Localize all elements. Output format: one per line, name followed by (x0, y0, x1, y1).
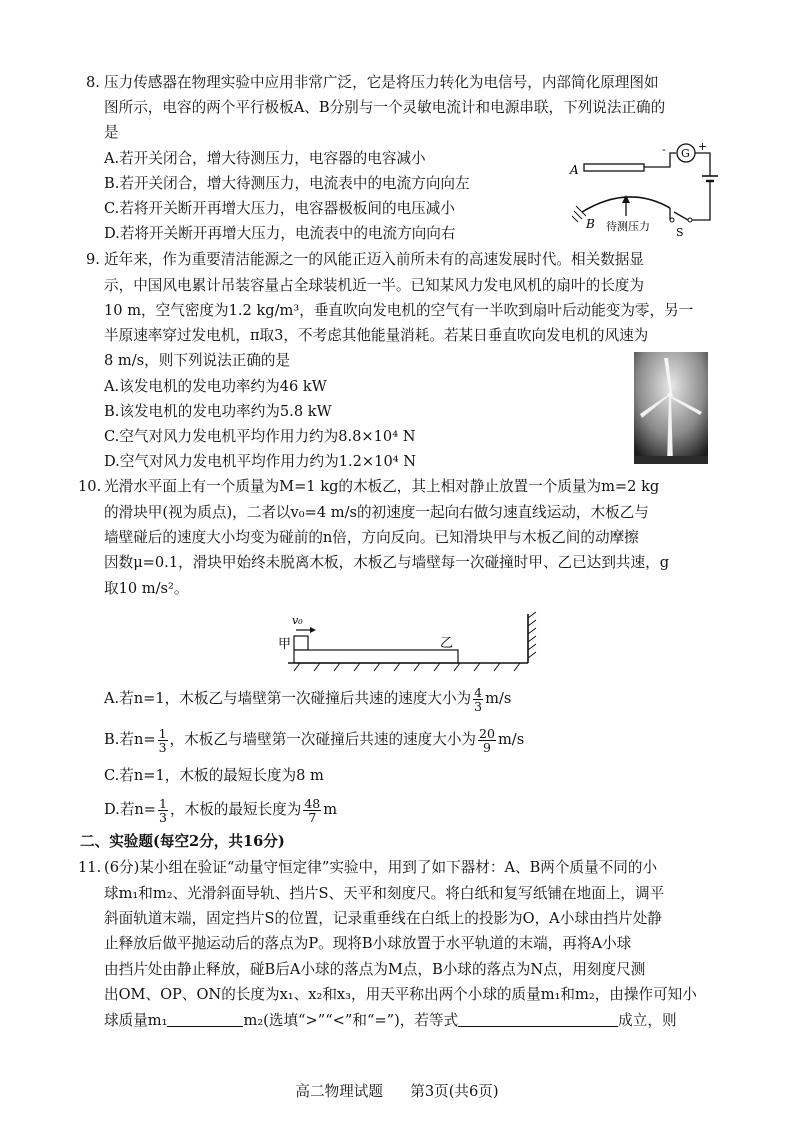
answer-blank-2[interactable] (458, 1012, 618, 1027)
q9-stem-line: 近年来，作为重要清洁能源之一的风能正迈入前所未有的高速发展时代。相关数据显 (104, 251, 644, 268)
footer-subject: 高二物理试题 (295, 1083, 383, 1100)
q10-stem-line: 墙壁碰后的速度大小均变为碰前的n倍，方向反向。已知滑块甲与木板乙间的动摩擦 (104, 529, 639, 546)
q11-stem-last-line: 球质量m₁ m₂(选填“>”“<”和“=”)，若等式 成立，则 (104, 1012, 677, 1029)
galvanometer-label: G (681, 147, 690, 160)
section-heading: 二、实验题(每空2分，共16分) (80, 833, 285, 850)
velocity-label: v₀ (292, 614, 303, 627)
q9-option-b: B.该发电机的发电功率约为5.8 kW (104, 403, 332, 420)
wind-turbine-photo (634, 352, 708, 464)
q9-stem-line: 半原速率穿过发电机，π取3，不考虑其他能量消耗。若某日垂直吹向发电机的风速为 (104, 327, 649, 344)
q9-number: 9. (86, 251, 100, 268)
q8-stem-line: 压力传感器在物理实验中应用非常广泛，它是将压力转化为电信号，内部简化原理图如 (104, 74, 659, 91)
page-footer (0, 1080, 794, 1101)
q9-stem-line: 示，中国风电累计吊装容量占全球装机近一半。已知某风力发电风机的扇叶的长度为 (104, 277, 644, 294)
q8-number: 8. (86, 74, 100, 91)
block-jia (294, 636, 308, 650)
fraction: $\frac{4}{3}$ (474, 684, 483, 714)
q8-option-a: A.若开关闭合，增大待测压力，电容器的电容减小 (104, 150, 426, 167)
q11-number: 11. (78, 859, 102, 876)
fraction: $\frac{48}{7}$ (304, 795, 321, 825)
q10-stem-line: 光滑水平面上有一个质量为M=1 kg的木板乙，其上相对静止放置一个质量为m=2 kg (104, 478, 660, 495)
q9-option-c: C.空气对风力发电机平均作用力约为8.8×10⁴ N (104, 428, 416, 445)
q11-stem-line: 球m₁和m₂、光滑斜面导轨、挡片S、天平和刻度尺。将白纸和复写纸铺在地面上，调平 (104, 885, 665, 902)
footer-page-number: 第3页(共6页) (410, 1083, 499, 1100)
switch-label: S (676, 226, 684, 238)
q10-option-b: B.若n= $\frac{1}{3}$ ，木板乙与墙壁第一次碰撞后共速的速度大小为 $\frac{20}{9}$ m/s (104, 725, 525, 755)
q10-board-wall-diagram (270, 610, 540, 682)
q8-option-d: D.若将开关断开再增大压力，电流表中的电流方向向右 (104, 225, 456, 242)
switch-icon (674, 212, 688, 220)
q10-stem-line: 取10 m/s²。 (104, 580, 189, 597)
q9-stem-line: 10 m，空气密度为1.2 kg/m³，垂直吹向发电机的空气有一半吹到扇叶后动能变为零，另一 (104, 302, 694, 319)
q10-option-a: A.若n=1，木板乙与墙壁第一次碰撞后共速的速度大小为 $\frac{4}{3}$ m/s (104, 684, 512, 714)
board-label: 乙 (440, 636, 454, 651)
plate-a (584, 164, 644, 171)
answer-blank-1[interactable] (167, 1012, 243, 1027)
q8-stem-line: 是 (104, 124, 119, 141)
q8-option-b: B.若开关闭合，增大待测压力，电流表中的电流方向向左 (104, 175, 470, 192)
block-label: 甲 (278, 637, 292, 652)
fraction: $\frac{1}{3}$ (159, 795, 167, 825)
plate-b-label: B (586, 217, 595, 231)
board-yi (294, 650, 458, 663)
q10-option-d: D.若n= $\frac{1}{3}$ ，木板的最短长度为 $\frac{48}{7}$ m (104, 795, 338, 825)
fraction: $\frac{20}{9}$ (479, 725, 495, 755)
q9-stem-line: 8 m/s，则下列说法正确的是 (104, 352, 291, 369)
q10-stem-line: 因数μ=0.1，滑块甲始终未脱离木板，木板乙与墙壁每一次碰撞时甲、乙已达到共速，g (104, 554, 670, 571)
q8-stem-line: 图所示，电容的两个平行极板A、B分别与一个灵敏电流计和电源串联，下列说法正确的 (104, 99, 666, 116)
plus-sign: + (698, 140, 708, 153)
q11-stem-line: 斜面轨道末端，固定挡片S的位置，记录重垂线在白纸上的投影为O，A小球由挡片处静 (104, 910, 662, 927)
pressure-label: 待测压力 (606, 220, 650, 233)
q8-circuit-diagram (568, 140, 728, 238)
plate-a-label: A (570, 163, 579, 177)
fraction: $\frac{1}{3}$ (158, 725, 167, 755)
q10-option-c: C.若n=1，木板的最短长度为8 m (104, 767, 324, 784)
q11-stem-line: (6分)某小组在验证“动量守恒定律”实验中，用到了如下器材：A、B两个质量不同的小 (104, 859, 658, 876)
q11-stem-line: 出OM、OP、ON的长度为x₁、x₂和x₃，用天平称出两个小球的质量m₁和m₂，由操作可知小 (104, 986, 697, 1003)
q11-stem-line: 止释放后做平抛运动后的落点为P。现将B小球放置于水平轨道的末端，再将A小球 (104, 935, 632, 952)
q9-option-a: A.该发电机的发电功率约为46 kW (104, 378, 327, 395)
q10-number: 10. (78, 478, 102, 495)
minus-sign: - (662, 143, 666, 156)
q11-stem-line: 由挡片处由静止释放，碰B后A小球的落点为M点，B小球的落点为N点，用刻度尺测 (104, 961, 646, 978)
q8-option-c: C.若将开关断开再增大压力，电容器极板间的电压减小 (104, 200, 455, 217)
q10-stem-line: 的滑块甲(视为质点)，二者以v₀=4 m/s的初速度一起向右做匀速直线运动，木板乙与 (104, 504, 649, 521)
q9-option-d: D.空气对风力发电机平均作用力约为1.2×10⁴ N (104, 453, 416, 470)
